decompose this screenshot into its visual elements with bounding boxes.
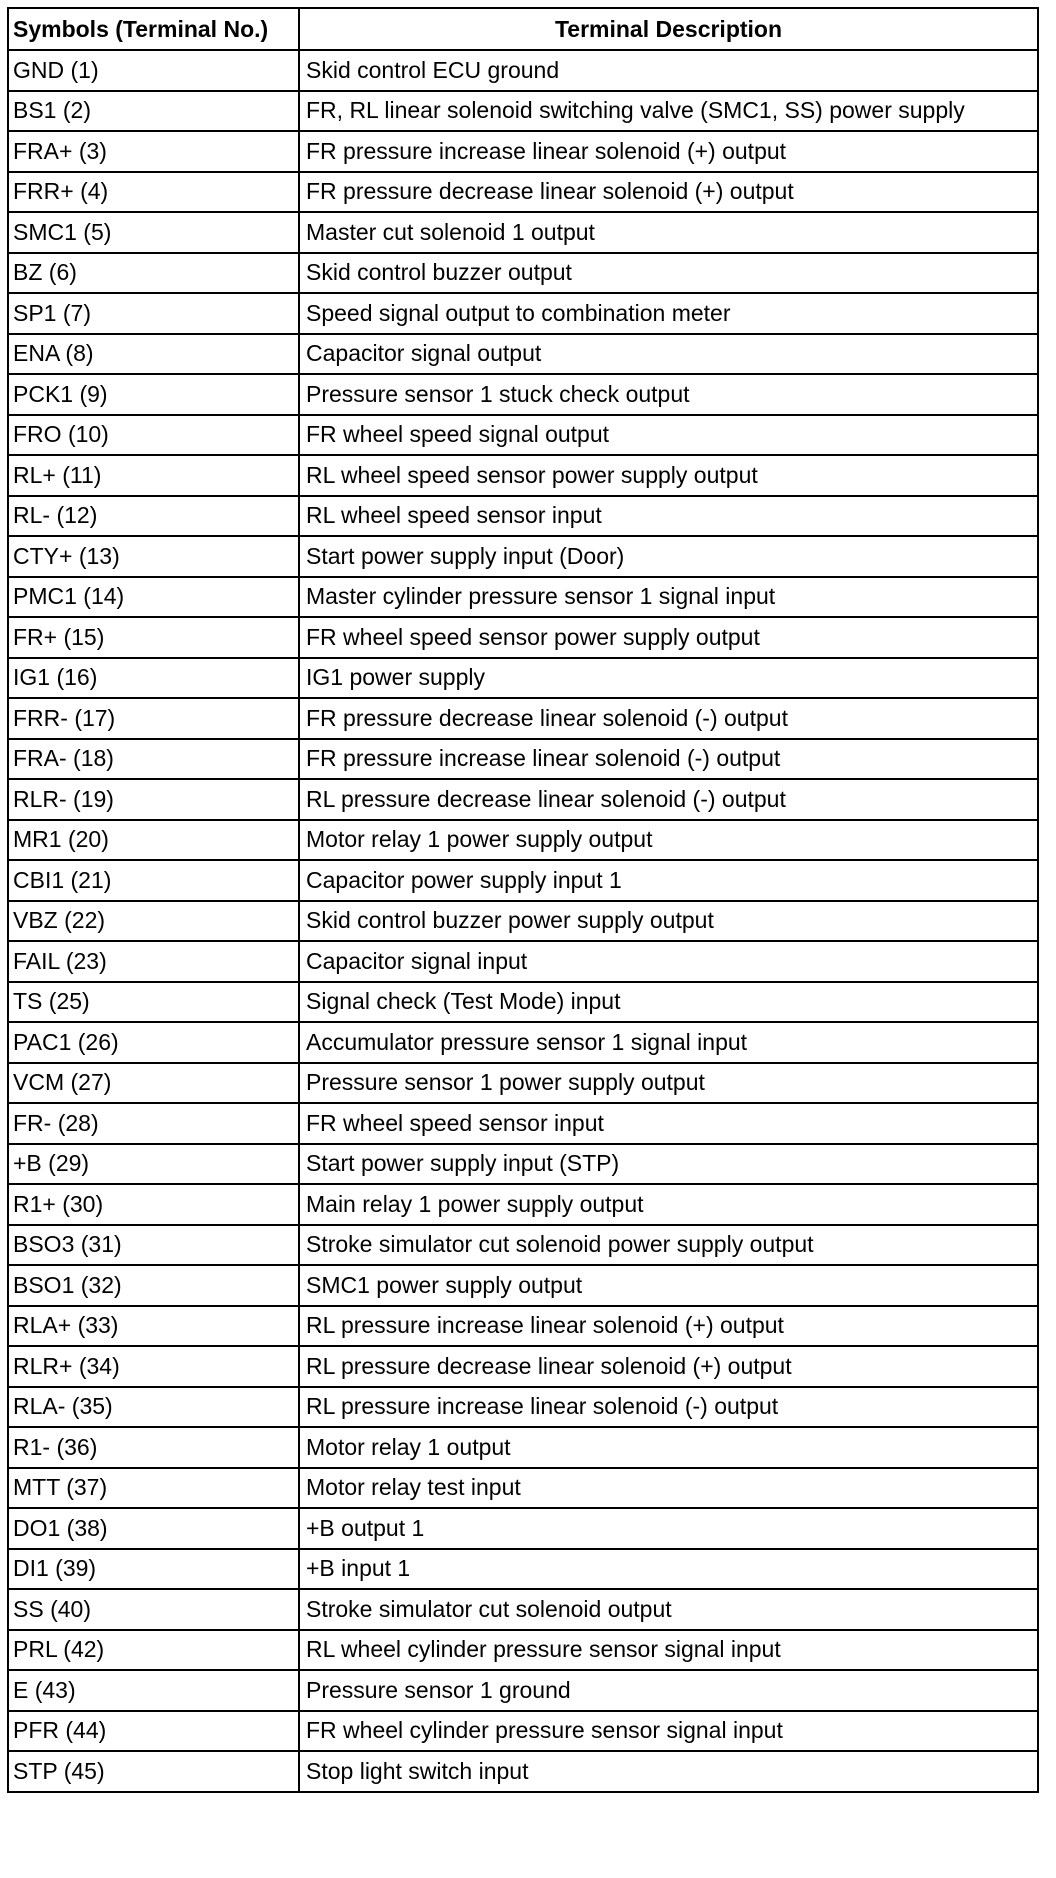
terminal-table-container: [7, 7, 1037, 1793]
terminal-symbol-cell: FRO (10): [8, 415, 299, 456]
table-row: [8, 1670, 1038, 1711]
terminal-symbol-cell: FR+ (15): [8, 617, 299, 658]
terminal-symbol-cell: PRL (42): [8, 1630, 299, 1671]
table-row: [8, 1468, 1038, 1509]
terminal-description-cell: Stroke simulator cut solenoid power supply output: [299, 1225, 1038, 1266]
terminal-symbol-cell: PCK1 (9): [8, 374, 299, 415]
terminal-symbol-cell: SMC1 (5): [8, 212, 299, 253]
terminal-symbol-cell: R1- (36): [8, 1427, 299, 1468]
terminal-description-cell: FR, RL linear solenoid switching valve (SMC1, SS) power supply: [299, 91, 1038, 132]
table-row: [8, 50, 1038, 91]
table-header: [8, 8, 1038, 50]
terminal-symbol-cell: RLR- (19): [8, 779, 299, 820]
table-row: [8, 779, 1038, 820]
terminal-symbol-cell: FRA+ (3): [8, 131, 299, 172]
table-row: [8, 1265, 1038, 1306]
table-row: [8, 820, 1038, 861]
table-row: [8, 1022, 1038, 1063]
terminal-symbol-cell: FRA- (18): [8, 739, 299, 780]
terminal-description-cell: Pressure sensor 1 stuck check output: [299, 374, 1038, 415]
terminal-symbol-cell: BS1 (2): [8, 91, 299, 132]
terminal-description-cell: RL pressure increase linear solenoid (+) output: [299, 1306, 1038, 1347]
table-row: [8, 1508, 1038, 1549]
terminal-symbol-cell: +B (29): [8, 1144, 299, 1185]
terminal-symbol-cell: SS (40): [8, 1589, 299, 1630]
terminal-symbol-cell: MTT (37): [8, 1468, 299, 1509]
terminal-symbol-cell: VBZ (22): [8, 901, 299, 942]
terminal-description-cell: FR wheel speed sensor input: [299, 1103, 1038, 1144]
terminal-description-cell: Capacitor signal output: [299, 334, 1038, 375]
terminal-symbol-cell: PAC1 (26): [8, 1022, 299, 1063]
terminal-symbol-cell: STP (45): [8, 1751, 299, 1792]
terminal-description-cell: Motor relay test input: [299, 1468, 1038, 1509]
terminal-description-cell: Skid control buzzer power supply output: [299, 901, 1038, 942]
terminal-symbol-cell: TS (25): [8, 982, 299, 1023]
terminal-symbol-cell: BSO1 (32): [8, 1265, 299, 1306]
terminal-symbol-cell: PFR (44): [8, 1711, 299, 1752]
table-row: [8, 698, 1038, 739]
terminal-description-cell: Pressure sensor 1 ground: [299, 1670, 1038, 1711]
terminal-symbol-cell: RL+ (11): [8, 455, 299, 496]
header-description: Terminal Description: [299, 8, 1038, 50]
terminal-symbol-cell: R1+ (30): [8, 1184, 299, 1225]
table-row: [8, 536, 1038, 577]
table-row: [8, 172, 1038, 213]
table-row: [8, 496, 1038, 537]
terminal-symbol-cell: CBI1 (21): [8, 860, 299, 901]
table-row: [8, 293, 1038, 334]
terminal-description-cell: +B input 1: [299, 1549, 1038, 1590]
terminal-symbol-cell: FAIL (23): [8, 941, 299, 982]
terminal-symbol-cell: RLA+ (33): [8, 1306, 299, 1347]
terminal-description-cell: FR wheel cylinder pressure sensor signal input: [299, 1711, 1038, 1752]
table-row: [8, 901, 1038, 942]
table-row: [8, 91, 1038, 132]
table-row: [8, 212, 1038, 253]
terminal-symbol-cell: RLA- (35): [8, 1387, 299, 1428]
table-row: [8, 982, 1038, 1023]
terminal-description-cell: Start power supply input (Door): [299, 536, 1038, 577]
terminal-symbol-cell: PMC1 (14): [8, 577, 299, 618]
terminal-description-cell: RL wheel cylinder pressure sensor signal input: [299, 1630, 1038, 1671]
terminal-table: [7, 7, 1039, 1793]
terminal-description-cell: SMC1 power supply output: [299, 1265, 1038, 1306]
table-row: [8, 1387, 1038, 1428]
terminal-description-cell: Master cut solenoid 1 output: [299, 212, 1038, 253]
table-row: [8, 131, 1038, 172]
terminal-symbol-cell: FR- (28): [8, 1103, 299, 1144]
terminal-symbol-cell: VCM (27): [8, 1063, 299, 1104]
table-row: [8, 253, 1038, 294]
terminal-description-cell: RL pressure decrease linear solenoid (+) output: [299, 1346, 1038, 1387]
terminal-symbol-cell: IG1 (16): [8, 658, 299, 699]
table-row: [8, 739, 1038, 780]
terminal-description-cell: Capacitor signal input: [299, 941, 1038, 982]
terminal-symbol-cell: RLR+ (34): [8, 1346, 299, 1387]
table-row: [8, 334, 1038, 375]
terminal-symbol-cell: ENA (8): [8, 334, 299, 375]
table-row: [8, 1711, 1038, 1752]
terminal-description-cell: Capacitor power supply input 1: [299, 860, 1038, 901]
terminal-description-cell: RL pressure decrease linear solenoid (-) output: [299, 779, 1038, 820]
terminal-description-cell: Speed signal output to combination meter: [299, 293, 1038, 334]
terminal-description-cell: Accumulator pressure sensor 1 signal input: [299, 1022, 1038, 1063]
table-row: [8, 941, 1038, 982]
table-row: [8, 658, 1038, 699]
table-row: [8, 1225, 1038, 1266]
terminal-description-cell: Stroke simulator cut solenoid output: [299, 1589, 1038, 1630]
terminal-description-cell: IG1 power supply: [299, 658, 1038, 699]
table-row: [8, 374, 1038, 415]
terminal-description-cell: FR pressure decrease linear solenoid (-) output: [299, 698, 1038, 739]
terminal-symbol-cell: MR1 (20): [8, 820, 299, 861]
table-row: [8, 1346, 1038, 1387]
terminal-description-cell: FR pressure decrease linear solenoid (+) output: [299, 172, 1038, 213]
terminal-description-cell: RL wheel speed sensor power supply output: [299, 455, 1038, 496]
table-row: [8, 1589, 1038, 1630]
terminal-description-cell: Motor relay 1 output: [299, 1427, 1038, 1468]
table-row: [8, 1751, 1038, 1792]
table-row: [8, 415, 1038, 456]
terminal-description-cell: Stop light switch input: [299, 1751, 1038, 1792]
terminal-description-cell: FR pressure increase linear solenoid (+) output: [299, 131, 1038, 172]
terminal-description-cell: Signal check (Test Mode) input: [299, 982, 1038, 1023]
terminal-description-cell: Skid control buzzer output: [299, 253, 1038, 294]
table-row: [8, 1427, 1038, 1468]
terminal-description-cell: Motor relay 1 power supply output: [299, 820, 1038, 861]
terminal-description-cell: FR pressure increase linear solenoid (-) output: [299, 739, 1038, 780]
terminal-symbol-cell: DI1 (39): [8, 1549, 299, 1590]
terminal-description-cell: Skid control ECU ground: [299, 50, 1038, 91]
table-row: [8, 1306, 1038, 1347]
terminal-description-cell: Master cylinder pressure sensor 1 signal input: [299, 577, 1038, 618]
terminal-symbol-cell: RL- (12): [8, 496, 299, 537]
table-row: [8, 577, 1038, 618]
terminal-description-cell: RL pressure increase linear solenoid (-) output: [299, 1387, 1038, 1428]
table-body: [8, 50, 1038, 1792]
terminal-symbol-cell: SP1 (7): [8, 293, 299, 334]
terminal-description-cell: RL wheel speed sensor input: [299, 496, 1038, 537]
table-row: [8, 1549, 1038, 1590]
table-row: [8, 1144, 1038, 1185]
table-row: [8, 1103, 1038, 1144]
table-row: [8, 1630, 1038, 1671]
terminal-symbol-cell: FRR+ (4): [8, 172, 299, 213]
terminal-description-cell: FR wheel speed sensor power supply output: [299, 617, 1038, 658]
header-symbols: Symbols (Terminal No.): [8, 8, 299, 50]
terminal-symbol-cell: GND (1): [8, 50, 299, 91]
terminal-symbol-cell: BSO3 (31): [8, 1225, 299, 1266]
terminal-symbol-cell: E (43): [8, 1670, 299, 1711]
header-row: [8, 8, 1038, 50]
terminal-symbol-cell: CTY+ (13): [8, 536, 299, 577]
terminal-description-cell: +B output 1: [299, 1508, 1038, 1549]
terminal-description-cell: Pressure sensor 1 power supply output: [299, 1063, 1038, 1104]
terminal-symbol-cell: FRR- (17): [8, 698, 299, 739]
terminal-description-cell: FR wheel speed signal output: [299, 415, 1038, 456]
terminal-symbol-cell: BZ (6): [8, 253, 299, 294]
table-row: [8, 455, 1038, 496]
table-row: [8, 860, 1038, 901]
table-row: [8, 1184, 1038, 1225]
table-row: [8, 1063, 1038, 1104]
terminal-description-cell: Main relay 1 power supply output: [299, 1184, 1038, 1225]
table-row: [8, 617, 1038, 658]
terminal-description-cell: Start power supply input (STP): [299, 1144, 1038, 1185]
terminal-symbol-cell: DO1 (38): [8, 1508, 299, 1549]
